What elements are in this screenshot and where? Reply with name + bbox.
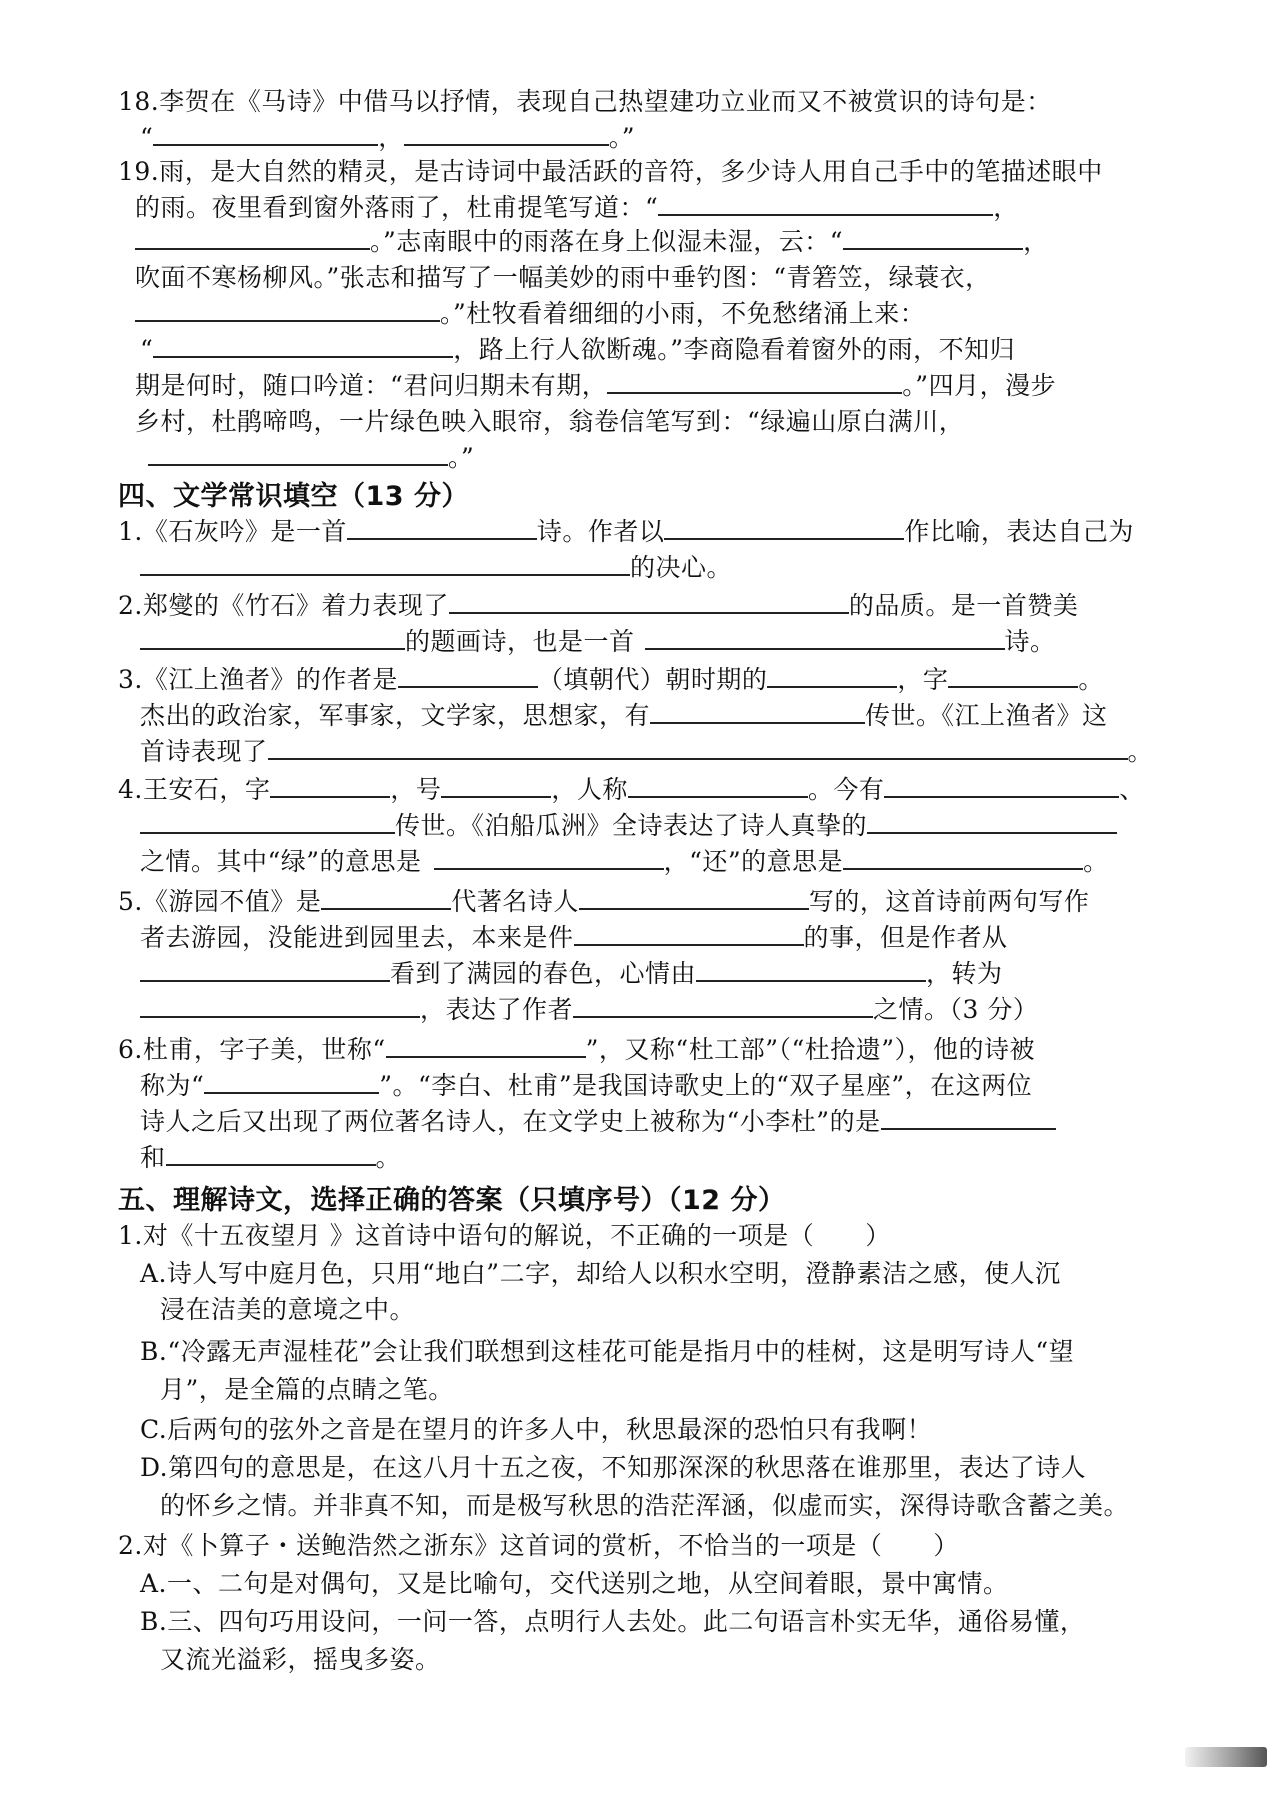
q19-line9 (148, 438, 474, 474)
scrollbar-thumb[interactable] (1185, 1747, 1267, 1767)
q18-text: 18.李贺在《马诗》中借马以抒情，表现自己热望建功立业而又不被赏识的诗句是： (118, 87, 1052, 116)
q19-text: 乡村，杜鹃啼鸣，一片绿色映入眼帘，翁卷信笔写到：“绿遍山原白满川， (135, 407, 965, 436)
s4-text: ，表达了作者 (420, 995, 574, 1024)
quote-close: 。” (608, 123, 636, 152)
answer-blank[interactable] (767, 664, 897, 688)
s4-item5-line1 (118, 882, 1089, 918)
s4-text: 1.《石灰吟》是一首 (118, 517, 347, 546)
answer-blank[interactable] (140, 958, 390, 982)
q18-line1 (118, 82, 1052, 118)
q19-line2 (135, 188, 1019, 224)
s5-q2-stem: 2.对《卜算子・送鲍浩然之浙东》这首词的赏析，不恰当的一项是（ ） (118, 1531, 959, 1560)
s4-text: ，转为 (926, 959, 1003, 988)
q19-text: 。”志南眼中的雨落在身上似湿未湿，云：“ (370, 227, 844, 256)
s4-text: ，“还”的意思是 (663, 847, 844, 876)
answer-blank[interactable] (658, 192, 993, 216)
answer-blank[interactable] (664, 516, 904, 540)
s5-q2-option-b-cont: 又流光溢彩，摇曳多姿。 (160, 1645, 441, 1674)
answer-blank[interactable] (404, 122, 609, 146)
s4-text: 6.杜甫，字子美，世称“ (118, 1035, 386, 1064)
answer-blank[interactable] (867, 810, 1117, 834)
s4-text: 诗。作者以 (536, 517, 665, 546)
q19-line8 (135, 402, 964, 438)
s4-text: 作比喻，表达自己为 (904, 517, 1134, 546)
answer-blank[interactable] (153, 122, 378, 146)
answer-blank[interactable] (645, 626, 1005, 650)
s4-text: 。 (1127, 737, 1154, 766)
q19-text: 。”杜牧看着细细的小雨，不免愁绪涌上来： (440, 299, 926, 328)
answer-blank[interactable] (449, 590, 849, 614)
answer-blank[interactable] (579, 886, 809, 910)
s4-item6-line4 (140, 1138, 401, 1174)
s4-text: 。 (1078, 665, 1104, 694)
comma: ， (993, 193, 1019, 222)
answer-blank[interactable] (140, 994, 420, 1018)
answer-blank[interactable] (696, 958, 926, 982)
section-5-title: 五、理解诗文，选择正确的答案（只填序号）（12 分） (118, 1185, 786, 1216)
s4-text: 杰出的政治家，军事家，文学家，思想家，有 (140, 701, 651, 730)
s5-q2-option-a: A.一、二句是对偶句，又是比喻句，交代送别之地，从空间着眼，景中寓情。 (140, 1569, 1009, 1598)
q19-text: 19.雨，是大自然的精灵，是古诗词中最活跃的音符，多少诗人用自己手中的笔描述眼中 (118, 157, 1103, 186)
s4-text: ”。“李白、杜甫”是我国诗歌史上的“双子星座”，在这两位 (379, 1071, 1033, 1100)
answer-blank[interactable] (607, 370, 902, 394)
s4-item5-line3 (140, 954, 1003, 990)
s4-text: 之情。其中“绿”的意思是 (140, 847, 422, 876)
comma: ， (1023, 227, 1049, 256)
s4-item5-line4 (140, 990, 1038, 1026)
s4-item2-line1 (118, 586, 1078, 622)
s5-q1-option-c: C.后两句的弦外之音是在望月的许多人中，秋思最深的恐怕只有我啊！ (140, 1415, 933, 1444)
s4-text: 的事，但是作者从 (803, 923, 1008, 952)
s4-item4-line1 (118, 770, 1145, 806)
answer-blank[interactable] (140, 810, 395, 834)
answer-blank[interactable] (843, 846, 1083, 870)
answer-blank[interactable] (140, 626, 405, 650)
q19-text: 吹面不寒杨柳风。”张志和描写了一幅美妙的雨中垂钓图：“青箬笠，绿蓑衣， (135, 263, 991, 292)
s4-text: 3.《江上渔者》的作者是 (118, 665, 398, 694)
answer-blank[interactable] (884, 774, 1119, 798)
q19-line4 (135, 258, 991, 294)
s4-text: 的题画诗，也是一首 (405, 627, 635, 656)
answer-blank[interactable] (386, 1034, 586, 1058)
answer-blank[interactable] (321, 886, 451, 910)
s4-text: ”，又称“杜工部”（“杜拾遗”），他的诗被 (585, 1035, 1036, 1064)
quote-close: 。” (448, 443, 475, 472)
s4-item4-line3 (140, 842, 1109, 878)
s4-text: 称为“ (140, 1071, 205, 1100)
answer-blank[interactable] (153, 334, 453, 358)
s4-text: 4.王安石，字 (118, 775, 271, 804)
quote-open: “ (140, 335, 154, 364)
answer-blank[interactable] (398, 664, 538, 688)
s5-q1-option-b: B.“冷露无声湿桂花”会让我们联想到这桂花可能是指月中的桂树，这是明写诗人“望 (140, 1337, 1075, 1366)
s5-q1-option-a: A.诗人写中庭月色，只用“地白”二字，却给人以积水空明，澄静素洁之感，使人沉 (140, 1259, 1061, 1288)
answer-blank[interactable] (881, 1106, 1056, 1130)
answer-blank[interactable] (628, 774, 808, 798)
s4-text: ，人称 (551, 775, 628, 804)
s4-text: 传世。《泊船瓜洲》全诗表达了诗人真挚的 (395, 811, 868, 840)
q19-line6 (140, 330, 1015, 366)
answer-blank[interactable] (148, 442, 448, 466)
s4-text: 的品质。是一首赞美 (848, 591, 1079, 620)
s4-text: 首诗表现了 (140, 737, 268, 766)
s4-text: 诗人之后又出现了两位著名诗人，在文学史上被称为“小李杜”的是 (140, 1107, 881, 1136)
s4-item3-line2 (140, 696, 1108, 732)
answer-blank[interactable] (166, 1142, 376, 1166)
answer-blank[interactable] (268, 736, 1128, 760)
answer-blank[interactable] (441, 774, 551, 798)
answer-blank[interactable] (650, 700, 865, 724)
s4-item2-line2 (140, 622, 1056, 658)
answer-blank[interactable] (843, 226, 1023, 250)
answer-blank[interactable] (574, 922, 804, 946)
answer-blank[interactable] (135, 298, 440, 322)
s5-q1-option-d-cont: 的怀乡之情。并非真不知，而是极写秋思的浩茫浑涵，似虚而实，深得诗歌含蓄之美。 (160, 1491, 1130, 1520)
s5-q1-option-d: D.第四句的意思是，在这八月十五之夜，不知那深深的秋思落在谁那里，表达了诗人 (140, 1453, 1087, 1482)
s4-text: 、 (1119, 775, 1145, 804)
answer-blank[interactable] (347, 516, 537, 540)
s4-text: 者去游园，没能进到园里去，本来是件 (140, 923, 574, 952)
s4-item3-line3 (140, 732, 1153, 768)
comma: ， (378, 123, 404, 152)
s4-text: 2.郑燮的《竹石》着力表现了 (118, 591, 449, 620)
answer-blank[interactable] (135, 226, 370, 250)
q19-line5 (135, 294, 925, 330)
s4-item6-line3 (140, 1102, 1056, 1138)
s5-q2-option-b: B.三、四句巧用设问，一问一答，点明行人去处。此二句语言朴实无华，通俗易懂， (140, 1607, 1086, 1636)
s5-q1-stem: 1.对《十五夜望月 》这首诗中语句的解说，不正确的一项是（ ） (118, 1221, 891, 1250)
s4-text: 看到了满园的春色，心情由 (390, 959, 697, 988)
answer-blank[interactable] (140, 552, 630, 576)
s4-text: 。 (1083, 847, 1109, 876)
q19-text: 的雨。夜里看到窗外落雨了，杜甫提笔写道：“ (135, 193, 659, 222)
q19-line7 (135, 366, 1056, 402)
q19-line1 (118, 152, 1103, 188)
s4-text: 代著名诗人 (451, 887, 579, 916)
s4-text: ，字 (897, 665, 949, 694)
s4-text: 。今有 (807, 775, 885, 804)
s4-item6-line1 (118, 1030, 1035, 1066)
s4-item4-line2 (140, 806, 1117, 842)
s4-text: 的决心。 (630, 553, 733, 582)
s5-q1-option-b-cont: 月”，是全篇的点睛之笔。 (160, 1375, 454, 1404)
s4-text: 诗。 (1004, 627, 1056, 656)
quote-open: “ (140, 123, 154, 152)
answer-blank[interactable] (573, 994, 873, 1018)
s4-text: （填朝代）朝时期的 (537, 665, 768, 694)
s4-text: 写的，这首诗前两句写作 (808, 887, 1090, 916)
answer-blank[interactable] (948, 664, 1078, 688)
s4-text: 传世。《江上渔者》这 (865, 701, 1108, 730)
s5-q1-option-a-cont: 浸在洁美的意境之中。 (160, 1295, 416, 1324)
q19-text: 期是何时，随口吟道：“君问归期未有期， (135, 371, 608, 400)
s4-text: 之情。（3 分） (873, 995, 1039, 1024)
answer-blank[interactable] (270, 774, 390, 798)
s4-text: 和 (140, 1143, 166, 1172)
s4-item6-line2 (140, 1066, 1032, 1102)
q19-text: 。”四月，漫步 (902, 371, 1057, 400)
s4-text: ，号 (390, 775, 442, 804)
s4-text: 。 (375, 1143, 402, 1172)
q18-line2 (140, 118, 635, 154)
s4-item5-line2 (140, 918, 1008, 954)
s4-item3-line1 (118, 660, 1104, 696)
s4-text: 5.《游园不值》是 (118, 887, 322, 916)
q19-line3 (135, 222, 1049, 258)
s4-item1-line1 (118, 512, 1134, 548)
answer-blank[interactable] (434, 846, 664, 870)
section-4-title: 四、文学常识填空（13 分） (118, 481, 469, 512)
s4-item1-line2 (140, 548, 732, 584)
q19-text: ，路上行人欲断魂。”李商隐看着窗外的雨，不知归 (453, 335, 1016, 364)
answer-blank[interactable] (204, 1070, 379, 1094)
